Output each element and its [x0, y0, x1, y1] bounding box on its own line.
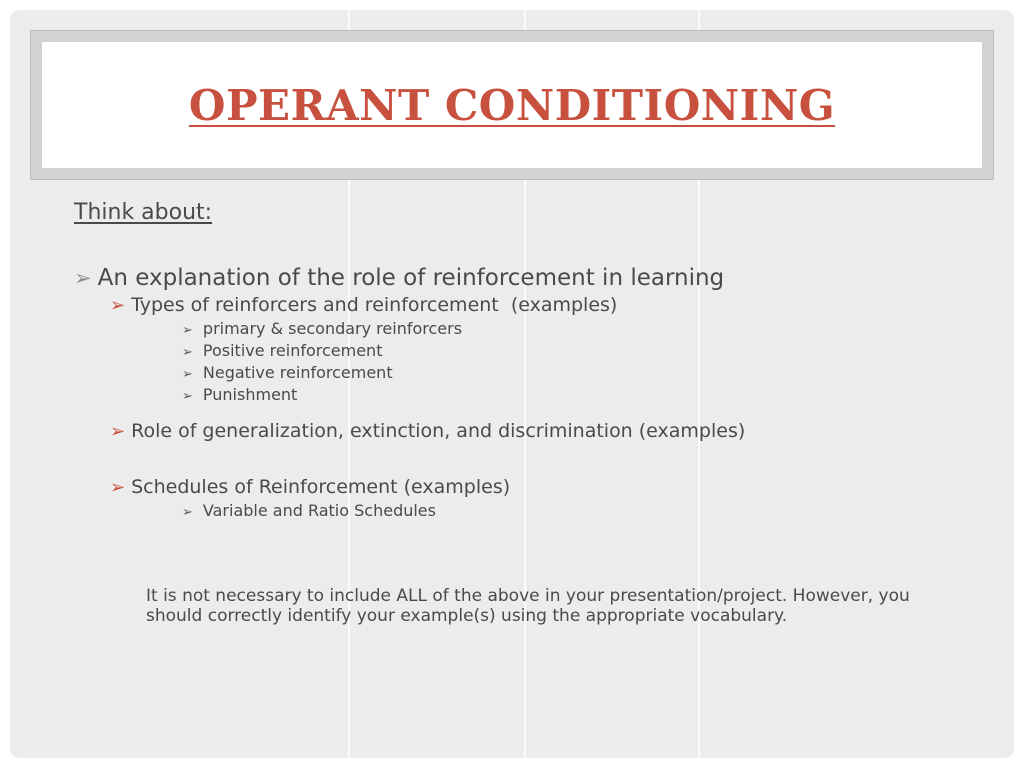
bullet-text: Variable and Ratio Schedules [202, 501, 436, 520]
arrow-bullet-icon: ➢ [182, 345, 193, 360]
title-frame [30, 30, 994, 180]
bullet-item [74, 265, 974, 291]
arrow-bullet-icon: ➢ [110, 295, 126, 316]
arrow-bullet-icon: ➢ [110, 421, 126, 442]
bullet-text: Positive reinforcement [202, 341, 383, 360]
arrow-bullet-icon: ➢ [74, 266, 92, 290]
bullet-text: An explanation of the role of reinforcement in learning [97, 265, 725, 291]
bullet-item [110, 476, 974, 498]
slide [10, 10, 1014, 758]
bullet-item [182, 501, 974, 520]
bullet-text: primary & secondary reinforcers [202, 319, 463, 338]
bullet-text: Role of generalization, extinction, and discrimination (examples) [131, 420, 746, 442]
arrow-bullet-icon: ➢ [110, 477, 126, 498]
arrow-bullet-icon: ➢ [182, 323, 193, 338]
bullet-item [182, 363, 974, 382]
bullet-item [182, 341, 974, 360]
bullet-text: Schedules of Reinforcement (examples) [131, 476, 511, 498]
bullet-item [110, 420, 974, 442]
intro-heading: Think about: [74, 200, 213, 225]
arrow-bullet-icon: ➢ [182, 389, 193, 404]
bullet-text: Negative reinforcement [202, 363, 393, 382]
bullet-item [110, 294, 974, 316]
bullet-item [182, 385, 974, 404]
slide-content [74, 200, 974, 626]
bullet-item [182, 319, 974, 338]
arrow-bullet-icon: ➢ [182, 367, 193, 382]
bullet-text: Punishment [202, 385, 298, 404]
arrow-bullet-icon: ➢ [182, 505, 193, 520]
title-box [42, 42, 982, 168]
slide-title: OPERANT CONDITIONING [188, 80, 836, 130]
note-paragraph: It is not necessary to include ALL of the above in your presentation/project. However, you should correctly identify your example(s) using the appropriate vocabulary. [146, 586, 910, 626]
bullet-text: Types of reinforcers and reinforcement (examples) [131, 294, 618, 316]
